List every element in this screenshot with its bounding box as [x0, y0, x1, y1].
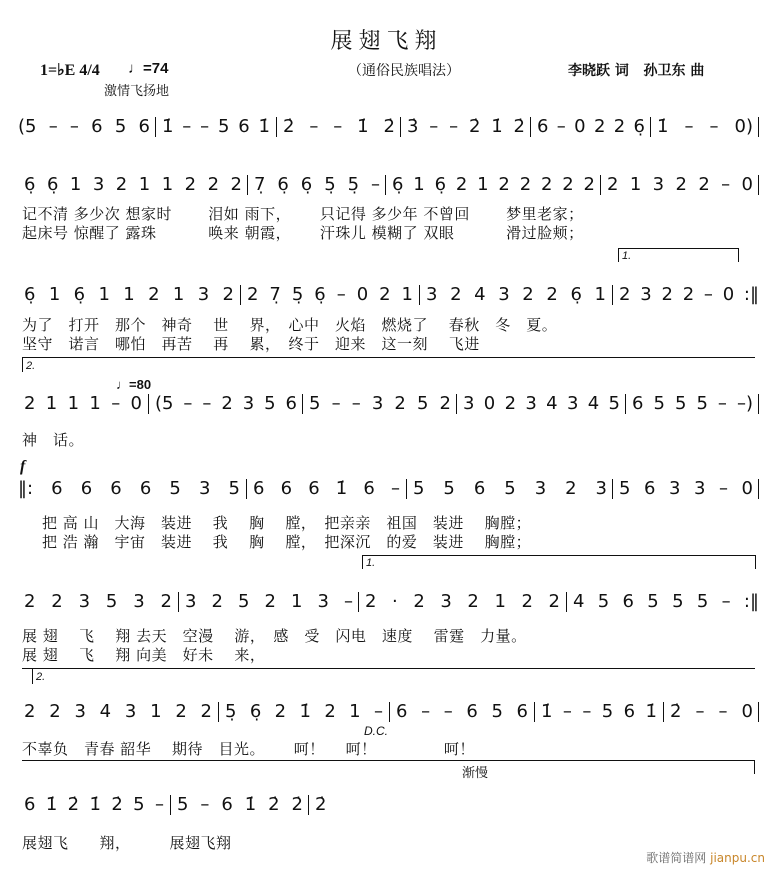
bar-line — [650, 117, 651, 137]
bar-line — [534, 702, 535, 722]
bar-line — [566, 592, 567, 612]
measure: 7̣ 6̣ 6̣ 5̣ 5̣ – — [254, 174, 380, 195]
music-row-7 — [0, 700, 773, 724]
measure: 3 2 4 3 2 2 6̣ 1 — [426, 284, 606, 305]
key-time-signature: 1=♭E 4/4 — [40, 62, 100, 79]
bar-line — [170, 795, 171, 815]
bar-line — [308, 795, 309, 815]
bar-line — [758, 175, 759, 195]
bar-line — [246, 479, 247, 499]
measure: (5 – – 6 5 6 — [18, 116, 150, 137]
volta-bracket-right — [738, 248, 739, 262]
lyric-line: 不辜负 青春 韶华 期待 目光。 呵！ 呵！ 呵！ — [22, 740, 475, 758]
lyric-line: 神 话。 — [22, 431, 85, 449]
music-row-3 — [0, 283, 773, 307]
volta-bracket-left — [362, 555, 363, 569]
da-capo-marking: D.C. — [364, 724, 388, 738]
lyric-line: 坚守 诺言 哪怕 再苦 再 累， 终于 迎来 这一刻 飞进 — [22, 335, 480, 353]
bar-line — [385, 175, 386, 195]
bar-line — [148, 394, 149, 414]
volta-bracket — [22, 357, 755, 358]
bar-line — [530, 117, 531, 137]
volta-bracket — [618, 248, 738, 249]
lyric-line: 记不清 多少次 想家时 泪如 雨下， 只记得 多少年 不曾回 梦里老家； — [22, 205, 584, 223]
ritardando-line — [22, 760, 755, 761]
bar-line — [758, 702, 759, 722]
measure: 5 – – 3 2 5 2 — [309, 393, 451, 414]
music-row-4 — [0, 392, 773, 416]
lyric-line: 展 翅 飞 翔 去天 空漫 游， 感 受 闪电 速度 雷霆 力量。 — [22, 627, 527, 645]
music-row-5 — [0, 477, 773, 501]
lyric-line: 把 高 山 大海 装进 我 胸 膛， 把亲亲 祖国 装进 胸膛； — [42, 514, 532, 532]
lyric-line: 起床号 惊醒了 露珠 唤来 朝霞， 汗珠儿 模糊了 双眼 滑过脸颊； — [22, 224, 584, 242]
bar-line — [178, 592, 179, 612]
watermark-text: 歌谱简谱网 — [646, 851, 707, 865]
measure: 6 – 0 2 2 6̣ — [537, 116, 645, 137]
lyric-line: 把 浩 瀚 宇宙 装进 我 胸 膛， 把深沉 的爱 装进 胸膛； — [42, 533, 532, 551]
lyric-line: 展 翅 飞 翔 向美 好未 来， — [22, 646, 266, 664]
ritardando-line-end — [754, 760, 755, 774]
bar-line — [247, 175, 248, 195]
expression-marking: 激情飞扬地 — [104, 84, 170, 99]
measure: 2 2 3 4 3 1 2 2 — [24, 701, 212, 722]
measure: 6 – – 6 5 6 — [396, 701, 528, 722]
measure: 5 – 6 1̇ 2̇ 2̇ — [177, 794, 303, 815]
measure: (5 – – 2 3 5 6 — [155, 393, 297, 414]
ritardando-marking: 渐慢 — [462, 766, 489, 781]
tempo-change: ♩=80 — [116, 377, 152, 392]
volta-number: 2. — [26, 360, 36, 372]
volta-bracket-left — [32, 668, 33, 684]
measure: 1̇ – – 5 6 1̇ — [162, 116, 270, 137]
measure: 6̣ 6̣ 1 3 2 1 1 2 2 2 — [24, 174, 242, 195]
measure: 4 5 6 5 5 5 – :‖ — [573, 591, 759, 612]
bar-line — [218, 702, 219, 722]
bar-line — [302, 394, 303, 414]
measure: 2 2 3 5 3 2 — [24, 591, 172, 612]
measure: 2̇ – – 0 — [670, 701, 753, 722]
bar-line — [406, 479, 407, 499]
bar-line — [240, 285, 241, 305]
bar-line — [358, 592, 359, 612]
measure: 2 · 2 3 2 1 2 2 — [365, 591, 560, 612]
measure: 3̇ – – 2̇ 1̇ 2̇ — [407, 116, 525, 137]
measure: 6̣ 1 6̣ 1 1 2 1 3 2 — [24, 284, 234, 305]
bar-line — [400, 117, 401, 137]
subtitle: （通俗民族唱法） — [348, 63, 460, 79]
measure: 2̇ — [315, 794, 327, 815]
music-row-8 — [0, 793, 773, 817]
measure: 2 1 3 2 2 – 0 — [607, 174, 753, 195]
volta-number: 2. — [36, 671, 46, 683]
lyric-line: 展翅飞 翔， 展翅飞翔 — [22, 834, 232, 852]
bar-line — [663, 702, 664, 722]
measure: 2̇ – – 1̇ 2̇ — [283, 116, 395, 137]
volta-bracket-left — [618, 248, 619, 262]
measure: ‖: 6 6 6 6 5 3 5 — [18, 478, 240, 499]
volta-number: 1. — [366, 557, 376, 569]
bar-line — [612, 479, 613, 499]
bar-line — [612, 285, 613, 305]
bar-line — [389, 702, 390, 722]
watermark — [646, 849, 765, 866]
volta-bracket-right — [755, 555, 756, 569]
music-row-2 — [0, 173, 773, 197]
bar-line — [456, 394, 457, 414]
lyric-line: 为了 打开 那个 神奇 世 界， 心中 火焰 燃烧了 春秋 冬 夏。 — [22, 316, 558, 334]
measure: 5 5 6 5 3 2 3 — [413, 478, 607, 499]
volta-bracket-left — [22, 357, 23, 372]
music-row-1 — [0, 115, 773, 139]
song-title: 展翅飞翔 — [330, 29, 443, 54]
tempo-marking: ♩=74 — [128, 60, 169, 77]
measure: 5 6 3 3 – 0 — [619, 478, 753, 499]
measure: 1̇ – – 5 6 1̇ — [541, 701, 657, 722]
measure: 2 1 1 1 – 0 — [24, 393, 142, 414]
measure: 5̣ 6̣ 2 1̇ 2 1 – — [225, 701, 383, 722]
volta-bracket — [22, 668, 755, 669]
bar-line — [758, 117, 759, 137]
bar-line — [419, 285, 420, 305]
bar-line — [758, 394, 759, 414]
measure: 1̇ – – 0) — [657, 116, 753, 137]
bar-line — [625, 394, 626, 414]
measure: 6 6 6 1̇ 6 – — [253, 478, 400, 499]
bar-line — [155, 117, 156, 137]
volta-number: 1. — [622, 250, 632, 262]
music-row-6 — [0, 590, 773, 614]
measure: 3 0 2 3 4 3 4 5 — [463, 393, 620, 414]
measure: 6 5 5 5 – –) — [632, 393, 753, 414]
volta-bracket — [362, 555, 755, 556]
bar-line — [276, 117, 277, 137]
measure: 2 7̣ 5̣ 6̣ – 0 2 1 — [247, 284, 413, 305]
bar-line — [600, 175, 601, 195]
measure: 3 2 5 2 1 3 – — [185, 591, 353, 612]
watermark-site: jianpu.cn — [710, 851, 765, 865]
credits: 李晓跃 词 孙卫东 曲 — [568, 63, 705, 79]
measure: 6̣ 1 6̣ 2 1 2 2 2 2 2 — [392, 174, 595, 195]
bar-line — [758, 479, 759, 499]
measure: 2 3 2 2 – 0 :‖ — [619, 284, 759, 305]
dynamic-forte: f — [20, 458, 26, 475]
measure: 6 1̇ 2̇ 1̇ 2̇ 5 – — [24, 794, 164, 815]
